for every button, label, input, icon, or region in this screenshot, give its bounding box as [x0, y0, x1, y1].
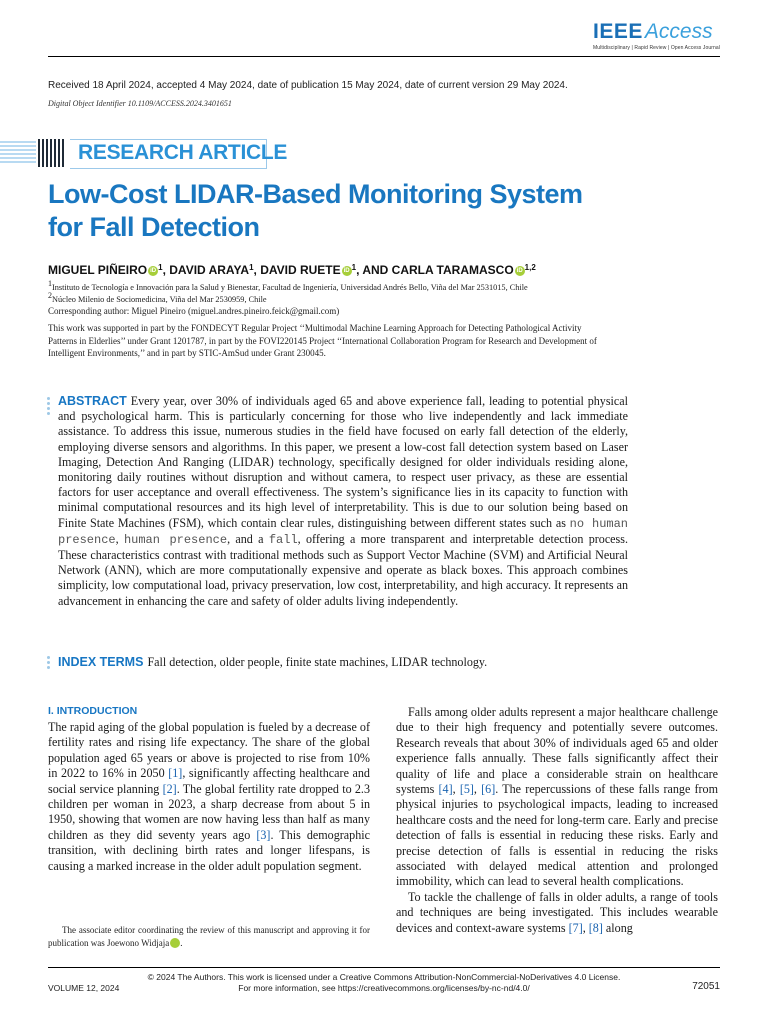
paragraph-text: along	[605, 920, 633, 935]
paragraph-punct: ,	[473, 782, 482, 797]
abstract-text: Every year, over 30% of individuals aged 65 and above experience fall, leading to potential physical and psychological harm. This is particularly concerning for those who live independently and lack immediate assistance. To address this issue, numerous studies in the field have focused on early fall detection of the elderly, employing diverse sensors and algorithms. In this paper, we present a low-cost fall detection system based on Laser Imaging, Detection And Ranging (LIDAR) technology, specifically designed for older individuals residing alone, monitoring daily routines without disruption and without camera, to respect user privacy, as these are essential factors for user acceptance and overall effectiveness. The system’s significance lies in its capacity to function with minimal computational resources and its high level of interpretability. This is due to our solution being based on Finite State Machines (FSM), which contain clear rules, distinguishing between different states such as	[58, 394, 628, 530]
abstract-punct: , and a	[227, 531, 264, 546]
affiliation-text: Instituto de Tecnología e Innovación para la Salud y Bienestar, Facultad de Ingeniería, Universidad Andrés Bello, Viña del Mar 2531015, Chile	[52, 283, 528, 292]
citation-link[interactable]: [7]	[568, 920, 583, 935]
license-notice	[48, 972, 720, 994]
affiliation-2	[48, 291, 267, 304]
editor-footnote: The associate editor coordinating the review of this manuscript and approving it for publication was Joewono Widjaja iD.	[48, 925, 370, 948]
index-terms-heading: INDEX TERMS	[58, 655, 144, 669]
paragraph-text: , significantly affecting healthcare and social service planning	[48, 766, 370, 796]
orcid-icon[interactable]: iD	[343, 268, 350, 274]
footnote-text: The associate editor coordinating the review of this manuscript and approving it for publication was Joewono Widjaja	[48, 925, 370, 948]
received-dates: Received 18 April 2024, accepted 4 May 2024, date of publication 15 May 2024, date of current version 29 May 2024.	[48, 80, 568, 91]
citation-link[interactable]: [6]	[481, 782, 496, 797]
orcid-icon[interactable]: iD	[516, 268, 523, 274]
logo-tagline: Multidisciplinary | Rapid Review | Open Access Journal	[593, 45, 720, 51]
paragraph-text: The rapid aging of the global population is fueled by a decrease of fertility rates and rising life expectancy. The share of the global population aged 65 years or above is projected to rise from 10% in 2022 to 16% in 2050	[48, 720, 370, 781]
journal-logo	[593, 20, 720, 51]
intro-paragraph-2	[396, 705, 718, 890]
author-affil: 1	[351, 263, 357, 272]
citation-link[interactable]: [8]	[588, 920, 603, 935]
paragraph-text: . The global fertility rate dropped to 2.3 children per woman in 2023, a sharp decrease from about 5 in 1950, showing that women are now having less than half as many children as they did seventy years ago	[48, 781, 371, 842]
banner-label: RESEARCH ARTICLE	[78, 141, 288, 164]
abstract	[58, 394, 628, 609]
abstract-dots-icon	[47, 397, 51, 417]
license-line-2[interactable]: For more information, see https://creativecommons.org/licenses/by-nc-nd/4.0/	[238, 983, 530, 993]
author-name: MIGUEL PIÑEIRO	[48, 263, 148, 277]
corresponding-author: Corresponding author: Miguel Pineiro (miguel.andres.pineiro.feick@gmail.com)	[48, 306, 340, 316]
paper-title: Low-Cost LIDAR-Based Monitoring System for Fall Detection	[48, 179, 583, 242]
page-number: 72051	[692, 981, 720, 992]
paragraph-punct: ,	[582, 920, 589, 935]
author-name: AND CARLA TARAMASCO	[362, 263, 514, 277]
funding-statement: This work was supported in part by the FONDECYT Regular Project ‘‘Multimodal Machine Learning Approach for Detecting Pathological Activity Patterns in Elderlies’’ under Grant 1201787, in part by the FOVI220145 Project ‘‘International Collaboration Program for Research and Development of Intelligent Environments,’’ and in part by STIC-AmSud under Grant 230045.	[48, 323, 597, 358]
author-name: DAVID ARAYA	[169, 263, 250, 277]
abstract-text: , offering a more transparent and interpretable detection process. These characteristics contrast with traditional methods such as Support Vector Machine (SVM) and Artificial Neural Network (ANN), which are more computationally expensive and operate as black boxes. This approach combines simplicity, low computational load, privacy preservation, low cost, interpretability, and high accuracy. It represents an advancement in enhancing the care and safety of older adults living independently.	[58, 531, 628, 608]
logo-access: Access	[644, 20, 713, 43]
footer-rule	[48, 967, 720, 968]
citation-link[interactable]: [3]	[256, 827, 271, 842]
paragraph-punct: ,	[452, 782, 460, 797]
author-affil: 1,2	[524, 263, 536, 272]
banner-label-box	[70, 139, 288, 169]
paragraph-text: . This demographic transition, with declining birth rates and longer lifespans, is causing a marked increase in the older adult population segment.	[48, 827, 370, 873]
affiliation-text: Núcleo Milenio de Sociomedicina, Viña del Mar 2530959, Chile	[52, 295, 267, 304]
orcid-icon[interactable]: iD	[150, 268, 157, 274]
paragraph-text: To tackle the challenge of falls in older adults, a range of tools and techniques are being investigated. This includes wearable devices and context-aware systems	[396, 889, 718, 935]
research-article-banner	[0, 137, 288, 169]
banner-bars-graphic	[37, 137, 67, 169]
state-name: human presence	[123, 532, 228, 547]
intro-paragraph-1	[48, 720, 370, 874]
header-rule	[48, 56, 720, 57]
state-name: fall	[268, 532, 298, 547]
doi: Digital Object Identifier 10.1109/ACCESS.2024.3401651	[48, 99, 232, 108]
section-heading-introduction: I. INTRODUCTION	[48, 705, 138, 717]
citation-link[interactable]: [1]	[168, 766, 183, 781]
author-affil: 1	[249, 263, 254, 272]
index-terms-text: Fall detection, older people, finite state machines, LIDAR technology.	[147, 655, 488, 669]
citation-link[interactable]: [5]	[459, 782, 474, 797]
abstract-heading: ABSTRACT	[58, 394, 127, 408]
volume-label: VOLUME 12, 2024	[48, 983, 120, 993]
author-name: DAVID RUETE	[260, 263, 341, 277]
paragraph-text: . The repercussions of these falls range from physical injuries to psychological impacts, leading to increased healthcare costs and the need for long-term care. Early and precise detection of falls is essential in reducing these risks. Early and precise detection of falls is essential in reducing the risks associated with delayed medical attention and prolonged immobility, which can lead to several health complications.	[396, 782, 719, 889]
logo-ieee: IEEE	[593, 20, 643, 43]
license-line-1: © 2024 The Authors. This work is licensed under a Creative Commons Attribution-NonCommercial-NoDerivatives 4.0 License.	[147, 972, 621, 982]
index-terms	[58, 655, 658, 670]
banner-lines-graphic	[0, 139, 36, 167]
affiliation-number: 2	[48, 291, 52, 300]
index-terms-dots-icon	[47, 656, 51, 671]
abstract-punct: ,	[115, 531, 119, 546]
affiliation-number: 1	[48, 279, 52, 288]
paragraph-text: Falls among older adults represent a major healthcare challenge due to their high frequency and potentially severe outcomes. Research reveals that about 30% of individuals aged 65 and older experience falls annually. These falls significantly affect their quality of life and place a considerable strain on healthcare systems	[396, 705, 718, 797]
intro-column-2	[396, 705, 718, 936]
state-name: no human presence	[58, 516, 629, 547]
citation-link[interactable]: [4]	[438, 782, 453, 797]
author-list: MIGUEL PIÑEIRO iD $^1$, DAVID ARAYA$^1$, DAVID RUETE iD $^1$, AND CARLA TARAMASCO iD $^{1,2}$	[48, 263, 536, 277]
intro-paragraph-3	[396, 890, 718, 936]
author-affil: 1	[158, 263, 163, 272]
citation-link[interactable]: [2]	[162, 781, 177, 796]
orcid-icon[interactable]: iD	[170, 938, 180, 948]
